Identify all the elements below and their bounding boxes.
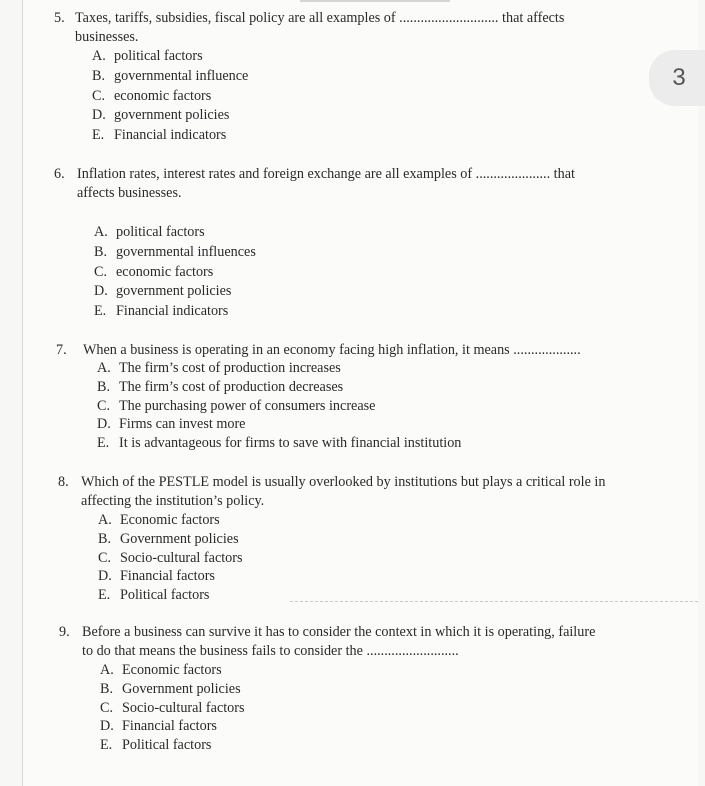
option-b: B. Government policies — [100, 680, 241, 697]
option-d: D. government policies — [94, 283, 232, 300]
question-text-line2: businesses. — [75, 29, 139, 45]
option-a: A. political factors — [94, 224, 205, 240]
option-d: D. Firms can invest more — [97, 416, 246, 433]
question-number: 8. — [58, 474, 69, 490]
page-number-badge[interactable] — [649, 50, 705, 106]
question-text-line1: Taxes, tariffs, subsidies, fiscal policy are all examples of ............................ that affects — [75, 10, 565, 26]
option-c: C. Socio-cultural factors — [100, 699, 245, 716]
question-text-line2: affecting the institution’s policy. — [81, 493, 265, 509]
question-text-line2: affects businesses. — [77, 185, 182, 201]
question-5 — [54, 9, 654, 146]
option-d: D. Financial factors — [98, 568, 215, 585]
question-number: 5. — [54, 10, 65, 26]
question-7 — [56, 341, 656, 453]
option-d: D. government policies — [92, 107, 230, 124]
question-text-line2: to do that means the business fails to consider the .......................... — [82, 643, 459, 659]
option-e: E. It is advantageous for firms to save with financial institution — [97, 435, 462, 452]
option-e: E. Political factors — [98, 587, 210, 604]
question-text-line1: When a business is operating in an economy facing high inflation, it means ................... — [83, 342, 581, 358]
option-e: E. Financial indicators — [92, 127, 227, 144]
question-number: 9. — [59, 624, 70, 640]
question-text-line1: Which of the PESTLE model is usually overlooked by institutions but plays a critical role in — [81, 474, 606, 490]
option-c: C. Socio-cultural factors — [98, 549, 243, 566]
top-edge-mark — [300, 0, 450, 2]
option-a: A. Economic factors — [100, 662, 222, 678]
option-d: D. Financial factors — [100, 718, 217, 735]
option-a: A. political factors — [92, 48, 203, 64]
option-b: B. governmental influences — [94, 243, 256, 260]
question-number: 6. — [54, 166, 65, 182]
page-left-edge — [22, 0, 23, 786]
question-number: 7. — [56, 342, 67, 358]
question-6 — [54, 165, 654, 322]
option-a: A. Economic factors — [98, 512, 220, 528]
question-8 — [58, 473, 658, 605]
option-a: A. The firm’s cost of production increases — [97, 360, 341, 376]
page-number: 3 — [672, 64, 686, 91]
question-9 — [59, 623, 659, 755]
option-b: B. governmental influence — [92, 67, 249, 84]
option-e: E. Financial indicators — [94, 303, 229, 320]
option-e: E. Political factors — [100, 737, 212, 754]
question-text-line1: Inflation rates, interest rates and foreign exchange are all examples of ..................... that — [77, 166, 575, 182]
question-text-line1: Before a business can survive it has to consider the context in which it is operating, failure — [82, 624, 596, 640]
option-c: C. economic factors — [92, 87, 212, 104]
option-c: C. economic factors — [94, 263, 214, 280]
option-b: B. Government policies — [98, 530, 239, 547]
option-b: B. The firm’s cost of production decreases — [97, 378, 344, 395]
option-c: C. The purchasing power of consumers increase — [97, 397, 376, 414]
